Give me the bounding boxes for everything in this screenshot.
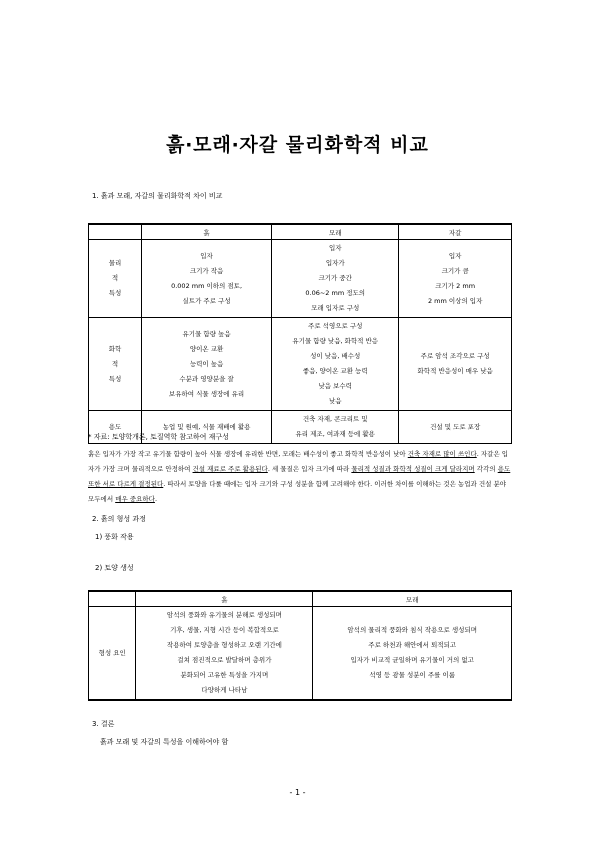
cell-line: 건설 및 도로 포장 [430, 422, 481, 431]
underlined-phrase: 건축 자재로 많이 쓰인다 [407, 450, 477, 458]
cell-line: 입자가 비교적 균일하며 유기물이 거의 없고 [350, 656, 474, 664]
table-cell [313, 607, 512, 701]
cell-line: 암석의 풍화와 유기물의 분해로 생성되며 [166, 611, 282, 619]
table-row [89, 607, 512, 701]
page-number: - 1 - [289, 788, 306, 797]
paragraph-text: . 세 물질은 입자 크기에 따라 [267, 465, 352, 473]
paragraph-text: . 자갈은 입자가 가장 크며 물리적으로 안정하여 [88, 450, 509, 473]
table-row [89, 240, 512, 318]
table-header-cell [89, 591, 136, 607]
cell-line: 화학적 반응성이 매우 낮음 [417, 367, 493, 375]
table-header-cell: 자갈 [399, 224, 512, 240]
table-cell [272, 411, 399, 444]
cell-line: 주로 암석 조각으로 구성 [420, 352, 490, 360]
cell-line: 주로 하천과 해안에서 퇴적되고 [368, 641, 457, 649]
comparison-table [88, 223, 512, 444]
cell-line: 용도 [108, 422, 122, 431]
cell-line: 석영 등 광물 성분이 주를 이룸 [369, 671, 456, 679]
cell-line: 건축 자재, 콘크리트 및 [302, 415, 368, 423]
table-header-cell: 모래 [272, 224, 399, 240]
underlined-phrase: 물리적 성질과 화학적 성질이 크게 달라지며 [351, 465, 475, 473]
cell-line: 양이온 교환 [189, 344, 224, 353]
table-header-cell: 흙 [136, 591, 313, 607]
cell-line: 크기가 2 mm [435, 281, 476, 290]
cell-line: 0.06~2 mm 정도의 [305, 289, 366, 297]
source-note: * 자료: 토양학개론, 토질역학 참고하여 재구성 [88, 433, 229, 441]
cell-line: 크기가 큼 [441, 266, 469, 275]
formation-table [88, 590, 512, 701]
document-title: 흙‧모래‧자갈 물리화학적 비교 [166, 134, 429, 156]
cell-line: 유기물 함량 높음 [182, 329, 231, 338]
table-cell [142, 240, 272, 318]
underlined-phrase: 용도 또한 서로 다르게 결정된다 [88, 465, 511, 488]
section-subheading-2: 2) 토양 생성 [95, 564, 134, 572]
cell-line: 적 [111, 274, 119, 282]
cell-line: 걸쳐 점진적으로 발달하며 층위가 [177, 656, 272, 664]
table-cell [272, 318, 399, 411]
table-header-cell: 모래 [313, 591, 512, 607]
cell-line: 형성 요인 [98, 648, 126, 657]
section-heading-1: 1. 흙과 모래, 자갈의 물리화학적 차이 비교 [92, 192, 223, 200]
table-header-cell: 흙 [142, 224, 272, 240]
cell-line: 보유하여 식물 생장에 유리 [168, 389, 245, 398]
cell-line: 작용하여 토양층을 형성하고 오랜 기간에 [166, 641, 282, 649]
cell-line: 모래 입자로 구성 [311, 304, 360, 312]
table-cell [272, 240, 399, 318]
cell-line: 화학 [108, 344, 122, 353]
cell-line: 입자가 [325, 259, 345, 267]
section-subheading-1: 1) 풍화 작용 [95, 533, 134, 541]
cell-line: 크기가 작음 [189, 266, 224, 275]
section-heading-3: 3. 결론 [92, 720, 115, 728]
cell-line: 적 [111, 359, 119, 368]
cell-line: 낮음 [328, 397, 342, 405]
cell-line: 물리 [108, 259, 122, 267]
table-header-cell [89, 224, 142, 240]
row-label [89, 318, 142, 411]
cell-line: 유기물 함량 낮음, 화학적 반응 [292, 337, 379, 345]
cell-line: 유리 제조, 여과재 등에 활용 [295, 430, 375, 438]
table-cell [399, 411, 512, 444]
cell-line: 수분과 영양분을 잘 [179, 374, 234, 383]
cell-line: 특성 [108, 289, 122, 297]
conclusion-text: 흙과 모래 및 자갈의 특성을 이해하여야 함 [100, 738, 229, 746]
cell-line: 실트가 주로 구성 [182, 296, 231, 305]
paragraph-text: 각각의 [474, 465, 498, 473]
cell-line: 입자 [448, 251, 462, 260]
cell-line: 분화되어 고유한 특성을 가지며 [180, 671, 269, 679]
cell-line: 특성 [108, 374, 122, 383]
paragraph-text: 흙은 입자가 가장 작고 유기물 함량이 높아 식물 생장에 유리한 반면, 모래는 배수성이 좋고 화학적 반응성이 낮아 [88, 450, 408, 458]
table-cell [142, 318, 272, 411]
cell-line: 입자 [328, 244, 342, 252]
table-cell [399, 318, 512, 411]
cell-line: 암석의 물리적 풍화와 침식 작용으로 생성되며 [347, 626, 478, 634]
cell-line: 크기가 중간 [318, 274, 352, 282]
section-heading-2: 2. 흙의 형성 과정 [92, 515, 146, 523]
body-paragraph [88, 447, 512, 507]
cell-line: 주로 석영으로 구성 [308, 322, 363, 330]
underlined-phrase: 매우 중요하다 [115, 495, 155, 503]
table-row [89, 318, 512, 411]
paragraph-text: . 따라서 토양을 다룰 때에는 입자 크기와 구성 성분을 함께 고려해야 한다. 이러한 차이를 이해하는 것은 농업과 건설 분야 모두에서 [88, 480, 506, 503]
paragraph-text: . [154, 495, 158, 503]
cell-line: 능력이 높음 [189, 359, 224, 368]
cell-line: 기후, 생물, 지형 시간 등이 복합적으로 [170, 626, 279, 634]
cell-line: 좋음, 양이온 교환 능력 [302, 367, 368, 375]
row-label [89, 240, 142, 318]
table-cell [136, 607, 313, 701]
row-label [89, 607, 136, 701]
underlined-phrase: 건설 재료로 주로 활용된다 [192, 465, 268, 473]
cell-line: 성이 낮음, 배수성 [310, 352, 361, 360]
cell-line: 낮음 보수력 [318, 382, 352, 390]
cell-line: 다양하게 나타남 [201, 686, 248, 694]
cell-line: 입자 [200, 251, 213, 260]
table-cell [399, 240, 512, 318]
cell-line: 0.002 mm 이하의 점토, [171, 281, 243, 290]
cell-line: 2 mm 이상의 입자 [427, 296, 483, 305]
cell-line: 농업 및 원예, 식물 재배에 활용 [162, 422, 251, 431]
